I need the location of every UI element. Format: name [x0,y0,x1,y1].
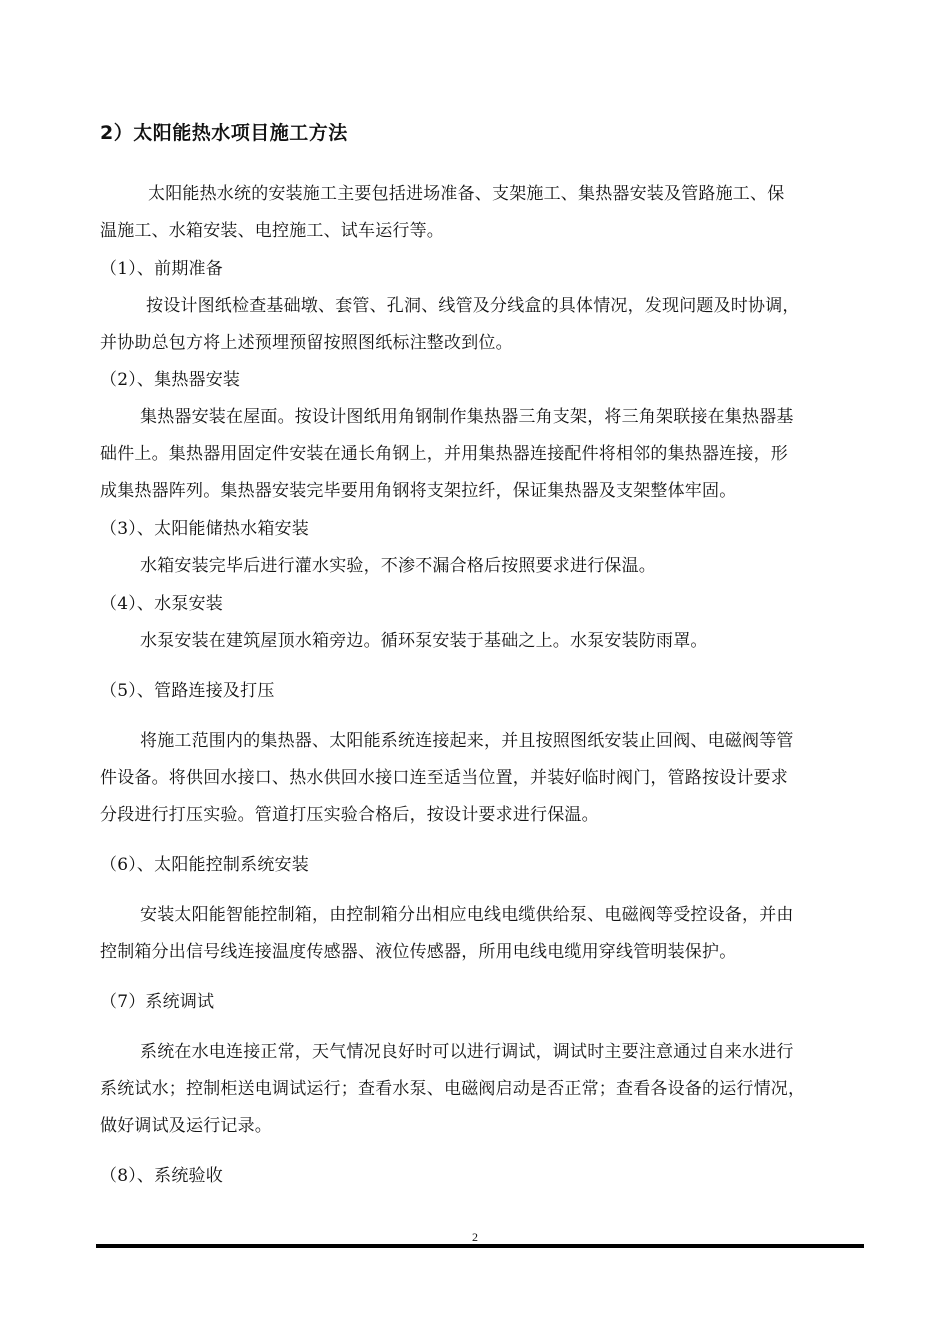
paragraph-line: 系统试水；控制柜送电调试运行；查看水泵、电磁阀启动是否正常；查看各设备的运行情况， [100,1079,806,1099]
paragraph-line: 件设备。将供回水接口、热水供回水接口连至适当位置，并装好临时阀门，管路按设计要求 [100,768,788,788]
paragraph-line: 将施工范围内的集热器、太阳能系统连接起来，并且按照图纸安装止回阀、电磁阀等管 [140,731,794,751]
paragraph-line: 集热器安装在屋面。按设计图纸用角钢制作集热器三角支架，将三角架联接在集热器基 [140,407,794,427]
paragraph-line: 水箱安装完毕后进行灌水实验，不渗不漏合格后按照要求进行保温。 [140,556,656,576]
paragraph-line: 控制箱分出信号线连接温度传感器、液位传感器，所用电线电缆用穿线管明装保护。 [100,942,737,962]
paragraph-line: 安装太阳能智能控制箱，由控制箱分出相应电线电缆供给泵、电磁阀等受控设备，并由 [140,905,794,925]
paragraph-line: 按设计图纸检查基础墩、套管、孔洞、线管及分线盒的具体情况，发现问题及时协调， [146,296,800,316]
subsection-title-6: （6）、太阳能控制系统安装 [100,855,309,875]
footer-divider [96,1244,864,1248]
paragraph-line: 础件上。集热器用固定件安装在通长角钢上，并用集热器连接配件将相邻的集热器连接，形 [100,444,788,464]
subsection-title-8: （8）、系统验收 [100,1166,223,1186]
paragraph-line: 分段进行打压实验。管道打压实验合格后，按设计要求进行保温。 [100,805,599,825]
paragraph-line: 系统在水电连接正常，天气情况良好时可以进行调试，调试时主要注意通过自来水进行 [140,1042,794,1062]
subsection-title-4: （4）、水泵安装 [100,594,223,614]
paragraph-line: 水泵安装在建筑屋顶水箱旁边。循环泵安装于基础之上。水泵安装防雨罩。 [140,631,708,651]
subsection-title-1: （1）、前期准备 [100,259,223,279]
subsection-title-3: （3）、太阳能储热水箱安装 [100,519,309,539]
page-number: 2 [472,1230,478,1244]
subsection-title-5: （5）、管路连接及打压 [100,681,275,701]
subsection-title-7: （7）系统调试 [100,992,215,1012]
section-heading: 2）太阳能热水项目施工方法 [100,122,348,144]
intro-line: 太阳能热水统的安装施工主要包括进场准备、支架施工、集热器安装及管路施工、保 [148,184,785,204]
paragraph-line: 做好调试及运行记录。 [100,1116,272,1136]
subsection-title-2: （2）、集热器安装 [100,370,241,390]
paragraph-line: 并协助总包方将上述预埋预留按照图纸标注整改到位。 [100,333,513,353]
paragraph-line: 成集热器阵列。集热器安装完毕要用角钢将支架拉纤，保证集热器及支架整体牢固。 [100,481,737,501]
intro-line: 温施工、水箱安装、电控施工、试车运行等。 [100,221,444,241]
